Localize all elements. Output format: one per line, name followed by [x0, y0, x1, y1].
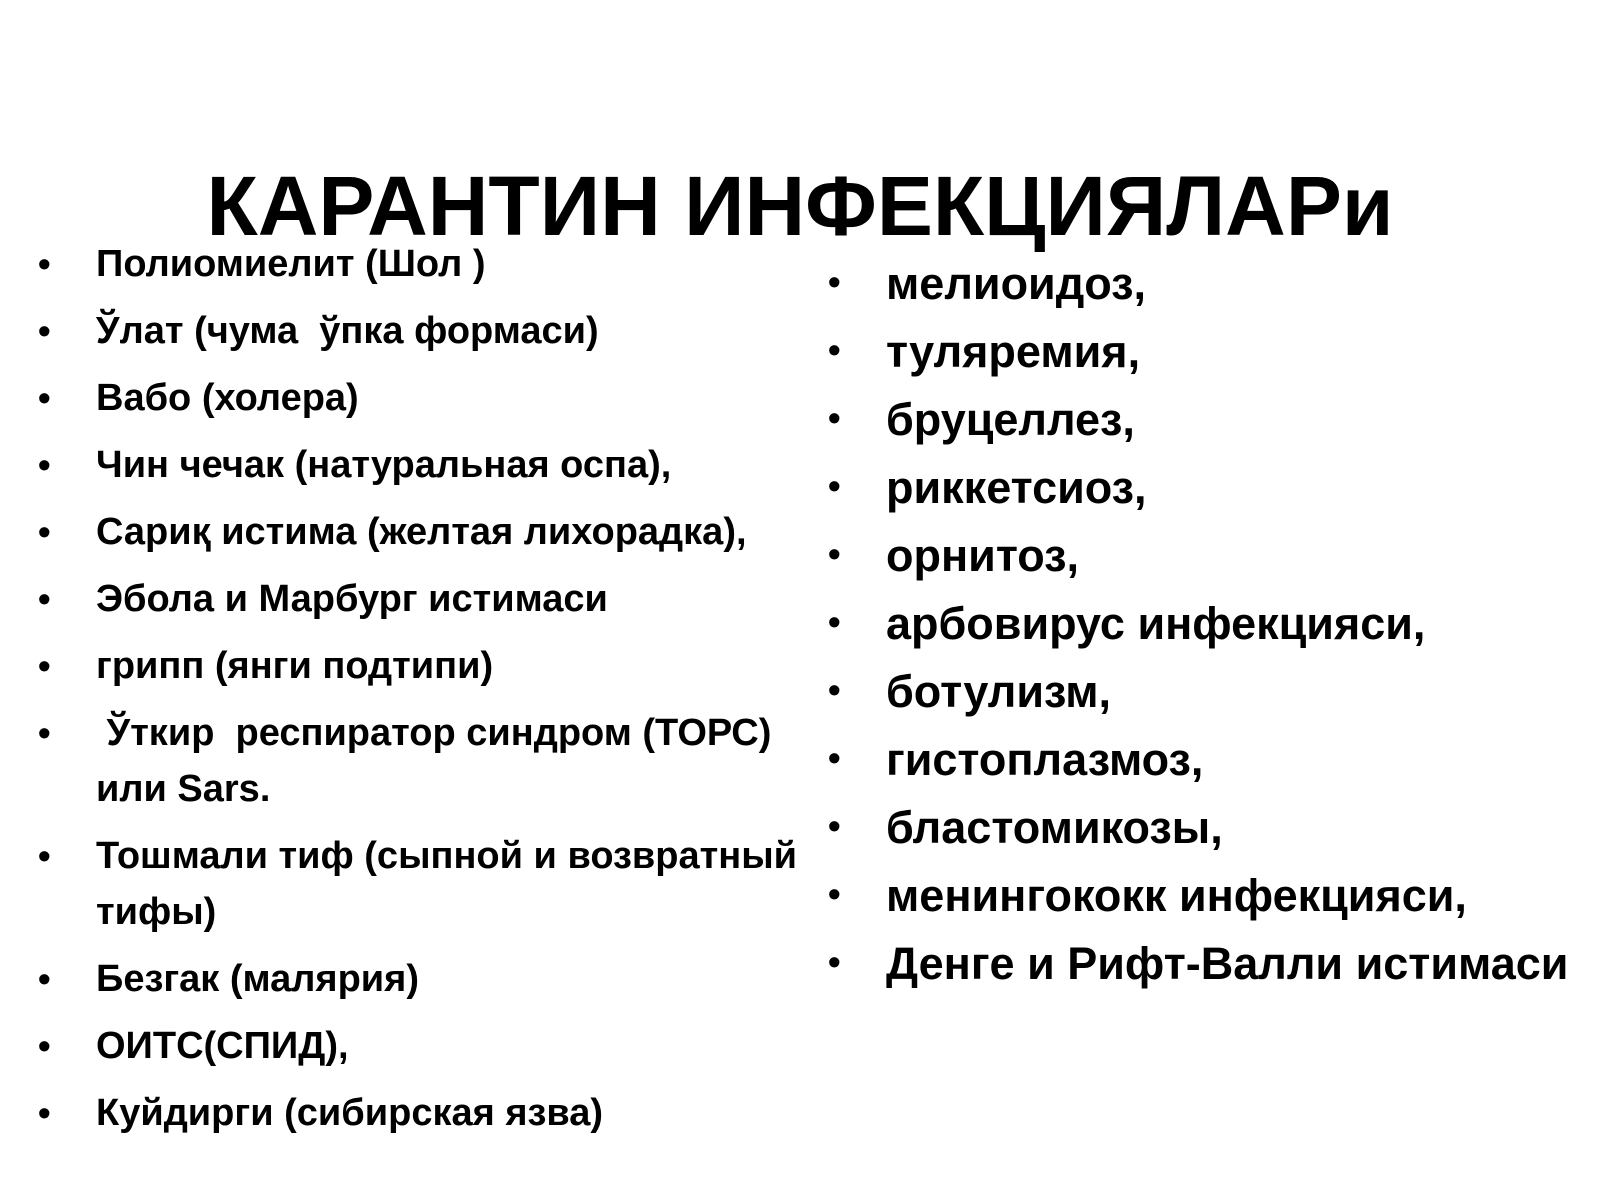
list-item	[828, 730, 1588, 789]
list-item	[828, 526, 1588, 585]
list-item-text: Безгак (малярия)	[96, 958, 419, 1000]
list-item-text: менингококк инфекцияси,	[886, 870, 1467, 921]
list-item	[828, 390, 1588, 449]
bullet-icon: •	[38, 444, 51, 485]
list-item	[38, 951, 828, 1007]
list-item-text: Денге и Рифт-Валли истимаси	[886, 938, 1569, 989]
list-item-text: арбовирус инфекцияси,	[886, 598, 1426, 649]
bullet-icon: •	[828, 533, 841, 574]
list-item-text: Полиомиелит (Шол )	[96, 243, 486, 285]
list-item-text: бластомикозы,	[886, 802, 1223, 853]
bullet-icon: •	[38, 511, 51, 552]
bullet-icon: •	[828, 329, 841, 370]
list-item-text: Ўлат (чума ўпка формаси)	[96, 310, 599, 352]
bullet-icon: •	[38, 310, 51, 351]
list-item	[38, 504, 828, 560]
list-item-text: Ўткир респиратор синдром (ТОРС) или Sars.	[96, 712, 782, 810]
list-item	[828, 594, 1588, 653]
list-item	[38, 303, 828, 359]
bullet-icon: •	[828, 873, 841, 914]
list-item	[38, 638, 828, 694]
list-item-text: грипп (янги подтипи)	[96, 645, 494, 687]
left-disease-list	[38, 236, 828, 1152]
bullet-icon: •	[828, 397, 841, 438]
list-item	[828, 254, 1588, 313]
list-item-text: Куйдирги (сибирская язва)	[96, 1092, 604, 1134]
bullet-icon: •	[38, 835, 51, 876]
list-item-text: Чин чечак (натуральная оспа),	[96, 444, 672, 486]
list-item-text: орнитоз,	[886, 530, 1080, 581]
bullet-icon: •	[828, 805, 841, 846]
list-item	[38, 1085, 828, 1141]
bullet-icon: •	[38, 243, 51, 284]
list-item	[828, 934, 1588, 993]
list-item	[828, 458, 1588, 517]
bullet-icon: •	[828, 465, 841, 506]
list-item	[828, 662, 1588, 721]
bullet-icon: •	[38, 645, 51, 686]
list-item	[38, 1018, 828, 1074]
bullet-icon: •	[828, 669, 841, 710]
bullet-icon: •	[38, 377, 51, 418]
list-item	[38, 705, 828, 817]
bullet-icon: •	[828, 261, 841, 302]
bullet-icon: •	[38, 1025, 51, 1066]
list-item-text: ботулизм,	[886, 666, 1112, 717]
bullet-icon: •	[38, 1092, 51, 1133]
bullet-icon: •	[38, 958, 51, 999]
list-item-text: бруцеллез,	[886, 394, 1135, 445]
list-item	[38, 828, 828, 940]
list-item	[38, 236, 828, 292]
bullet-icon: •	[38, 712, 51, 753]
list-item	[38, 370, 828, 426]
bullet-icon: •	[828, 737, 841, 778]
list-item-text: Вабо (холера)	[96, 377, 359, 419]
list-item	[828, 322, 1588, 381]
list-item-text: ОИТС(СПИД),	[96, 1025, 349, 1067]
list-item-text: Тошмали тиф (сыпной и возвратный тифы)	[96, 835, 808, 933]
list-item-text: гистоплазмоз,	[886, 734, 1204, 785]
slide-title: КАРАНТИН ИНФЕКЦИЯЛАРи	[206, 159, 1394, 254]
list-item-text: Эбола и Марбург истимаси	[96, 578, 608, 620]
bullet-icon: •	[828, 941, 841, 982]
list-item-text: риккетсиоз,	[886, 462, 1147, 513]
list-item-text: туляремия,	[886, 326, 1141, 377]
list-item	[38, 571, 828, 627]
list-item-text: Сариқ истима (желтая лихорадка),	[96, 511, 747, 553]
bullet-icon: •	[38, 578, 51, 619]
list-item	[828, 866, 1588, 925]
bullet-icon: •	[828, 601, 841, 642]
right-disease-list	[828, 254, 1588, 1002]
list-item	[38, 437, 828, 493]
list-item-text: мелиоидоз,	[886, 258, 1147, 309]
list-item	[828, 798, 1588, 857]
